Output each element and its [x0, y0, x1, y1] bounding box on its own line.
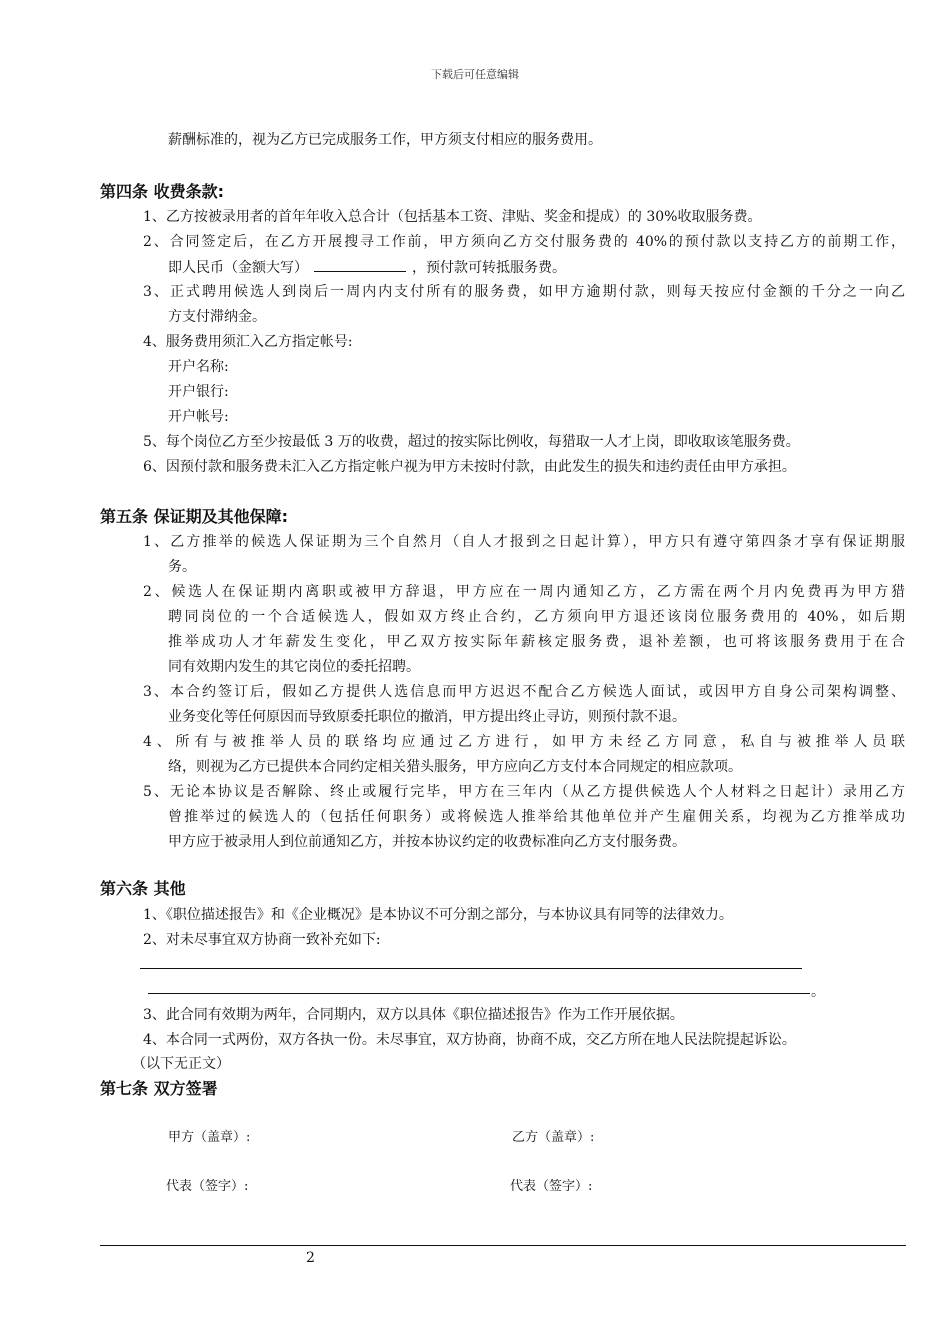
art4-item-5: 5、每个岗位乙方至少按最低 3 万的收费，超过的按实际比例收，每猎取一人才上岗，即收取该笔服务费。	[143, 434, 800, 450]
art5-item-5-line-3: 甲方应于被录用人到位前通知乙方，并按本协议约定的收费标准向乙方支付服务费。	[168, 834, 686, 850]
art4-item-2-line-2	[168, 255, 566, 280]
account-name-label: 开户名称:	[168, 359, 229, 375]
art5-item-3-line-1: 3、本合约签订后，假如乙方提供人选信息而甲方迟迟不配合乙方候选人面试，或因甲方自身公司架构调整、	[143, 684, 905, 700]
art4-item-6: 6、因预付款和服务费未汇入乙方指定帐户视为甲方未按时付款，由此发生的损失和违约责任由甲方承担。	[143, 459, 796, 475]
art4-item-1: 1、乙方按被录用者的首年年收入总合计（包括基本工资、津贴、奖金和提成）的 30%收取服务费。	[143, 209, 762, 225]
art5-item-2-line-3: 推举成功人才年薪发生变化，甲乙双方按实际年薪核定服务费，退补差额，也可将该服务费用于在合	[168, 634, 905, 650]
art5-item-5-line-2: 曾推举过的候选人的（包括任何职务）或将候选人推举给其他单位并产生雇佣关系，均视为乙方推举成功	[168, 809, 905, 825]
intro-line: 薪酬标准的，视为乙方已完成服务工作，甲方须支付相应的服务费用。	[168, 132, 602, 148]
amount-suffix: ，预付款可转抵服务费。	[412, 260, 566, 276]
art5-item-3-line-2: 业务变化等任何原因而导致原委托职位的撤消，甲方提出终止寻访，则预付款不退。	[168, 709, 686, 725]
art4-item-4: 4、服务费用须汇入乙方指定帐号:	[143, 334, 353, 350]
art4-item-2-line-1: 2、合同签定后，在乙方开展搜寻工作前，甲方须向乙方交付服务费的 40%的预付款以支持乙方的前期工作，	[143, 234, 905, 250]
article-7-heading: 第七条 双方签署	[100, 1079, 218, 1098]
party-a-rep-label: 代表（签字）:	[166, 1179, 249, 1194]
party-a-seal-label: 甲方（盖章）:	[168, 1130, 251, 1145]
article-6-heading: 第六条 其他	[100, 879, 186, 898]
account-bank-label: 开户银行:	[168, 384, 229, 400]
supplement-fill-line-2[interactable]	[148, 993, 810, 994]
art4-item-3-line-2: 方支付滞纳金。	[168, 309, 266, 325]
art5-item-2-line-2: 聘同岗位的一个合适候选人，假如双方终止合约，乙方须向甲方退还该岗位服务费用的 40%，如后期	[168, 609, 905, 625]
article-4-heading: 第四条 收费条款:	[100, 182, 224, 201]
supplement-fill-line-1[interactable]	[140, 968, 802, 969]
art6-item-3: 3、此合同有效期为两年，合同期内，双方以具体《职位描述报告》作为工作开展依据。	[143, 1007, 684, 1023]
art5-item-4-line-2: 络，则视为乙方已提供本合同约定相关猎头服务，甲方应向乙方支付本合同规定的相应款项。	[168, 759, 742, 775]
header-note: 下载后可任意编辑	[431, 68, 519, 81]
art6-item-2: 2、对未尽事宜双方协商一致补充如下:	[143, 932, 381, 948]
footer-rule	[100, 1245, 906, 1246]
party-b-seal-label: 乙方（盖章）:	[512, 1130, 595, 1145]
art5-item-5-line-1: 5、无论本协议是否解除、终止或履行完毕，甲方在三年内（从乙方提供候选人个人材料之日起计）录用乙方	[143, 784, 905, 800]
art6-item-1: 1、《职位描述报告》和《企业概况》是本协议不可分割之部分，与本协议具有同等的法律效力。	[143, 907, 733, 923]
page-number: 2	[306, 1250, 315, 1266]
account-number-label: 开户帐号:	[168, 409, 229, 425]
art5-item-4-line-1: 4、所有与被推举人员的联络均应通过乙方进行，如甲方未经乙方同意，私自与被推举人员联	[143, 734, 905, 750]
amount-blank[interactable]	[314, 255, 406, 272]
amount-label: 即人民币（金额大写）	[168, 260, 308, 276]
no-further-text-note: （以下无正文）	[132, 1056, 230, 1072]
art5-item-2-line-4: 同有效期内发生的其它岗位的委托招聘。	[168, 659, 420, 675]
art5-item-2-line-1: 2、候选人在保证期内离职或被甲方辞退，甲方应在一周内通知乙方，乙方需在两个月内免费再为甲方猎	[143, 584, 905, 600]
art6-item-4: 4、本合同一式两份，双方各执一份。未尽事宜，双方协商，协商不成，交乙方所在地人民法院提起诉讼。	[143, 1032, 796, 1048]
fill-end-mark: 。	[811, 984, 825, 1000]
article-5-heading: 第五条 保证期及其他保障:	[100, 507, 288, 526]
art5-item-1-line-2: 务。	[168, 559, 196, 575]
party-b-rep-label: 代表（签字）:	[510, 1179, 593, 1194]
art4-item-3-line-1: 3、正式聘用候选人到岗后一周内内支付所有的服务费，如甲方逾期付款，则每天按应付金额的千分之一向乙	[143, 284, 905, 300]
art5-item-1-line-1: 1、乙方推举的候选人保证期为三个自然月（自人才报到之日起计算），甲方只有遵守第四条才享有保证期服	[143, 534, 905, 550]
